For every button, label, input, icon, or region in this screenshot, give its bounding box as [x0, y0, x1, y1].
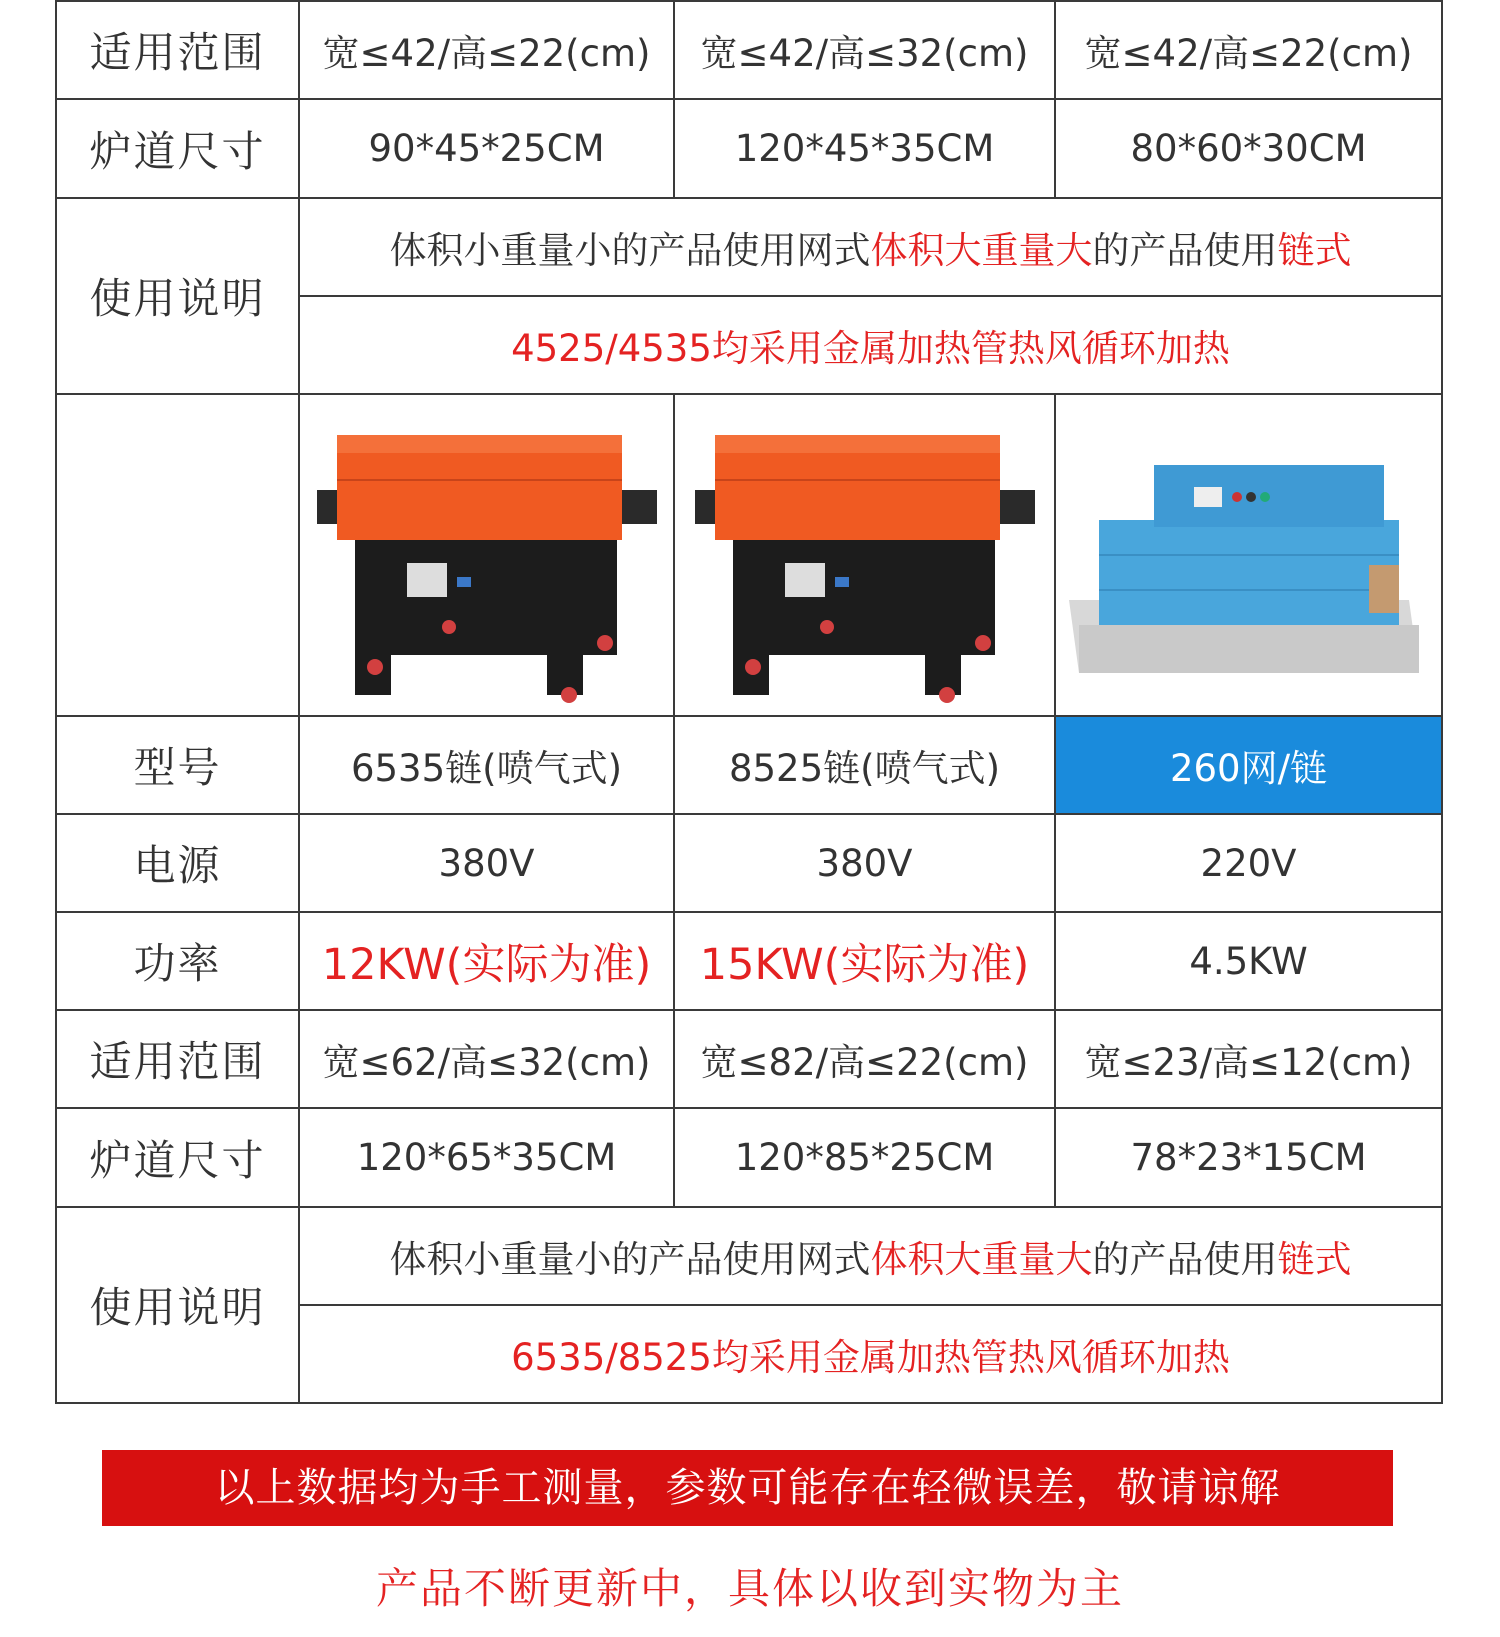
usage-note-part: 体积小重量小的产品使用网式: [389, 1238, 871, 1281]
range-value: 宽≤82/高≤22(cm): [674, 1010, 1055, 1108]
usage-note-emphasis: 链式: [1277, 229, 1352, 272]
tunnel-value: 120*65*35CM: [299, 1108, 674, 1207]
tunnel-value: 120*85*25CM: [674, 1108, 1055, 1207]
usage-note: [299, 1207, 1442, 1305]
tunnel-value: 78*23*15CM: [1055, 1108, 1442, 1207]
range-value: 宽≤42/高≤22(cm): [1055, 1, 1442, 99]
range-value: 宽≤42/高≤32(cm): [674, 1, 1055, 99]
model-value: 8525链(喷气式): [674, 716, 1055, 814]
tunnel-value: 80*60*30CM: [1055, 99, 1442, 198]
disclaimer-banner: 以上数据均为手工测量，参数可能存在轻微误差，敬请谅解: [102, 1450, 1393, 1526]
machine-image-260: [1055, 394, 1442, 716]
model-row: [56, 716, 1442, 814]
power-value: 4.5KW: [1055, 912, 1442, 1010]
range-value: 宽≤42/高≤22(cm): [299, 1, 674, 99]
power-label: 功率: [56, 912, 299, 1010]
usage-note-part: 的产品使用: [1092, 229, 1278, 272]
model-value: 6535链(喷气式): [299, 716, 674, 814]
tunnel-row-bottom: [56, 1108, 1442, 1207]
orange-shrink-tunnel-icon: [317, 405, 657, 705]
machine-image-6535: [299, 394, 674, 716]
range-row-bottom: [56, 1010, 1442, 1108]
footer-note: 产品不断更新中，具体以收到实物为主: [375, 1564, 1124, 1613]
power-supply-label: 电源: [56, 814, 299, 912]
range-value: 宽≤62/高≤32(cm): [299, 1010, 674, 1108]
usage-label: 使用说明: [56, 198, 299, 394]
usage-label: 使用说明: [56, 1207, 299, 1403]
range-row-top: [56, 1, 1442, 99]
usage-note-emphasis: 体积大重量大: [870, 229, 1093, 272]
blue-shrink-tunnel-icon: [1069, 425, 1429, 685]
orange-shrink-tunnel-icon: [695, 405, 1035, 705]
power-value: 12KW(实际为准): [299, 912, 674, 1010]
model-value-highlighted: 260网/链: [1055, 716, 1442, 814]
model-label: 型号: [56, 716, 299, 814]
heating-note: 4525/4535均采用金属加热管热风循环加热: [299, 296, 1442, 394]
power-row: [56, 912, 1442, 1010]
range-label: 适用范围: [56, 1010, 299, 1108]
heating-note: 6535/8525均采用金属加热管热风循环加热: [299, 1305, 1442, 1403]
range-value: 宽≤23/高≤12(cm): [1055, 1010, 1442, 1108]
usage-row-top-1: [56, 198, 1442, 296]
tunnel-value: 90*45*25CM: [299, 99, 674, 198]
usage-note-part: 的产品使用: [1092, 1238, 1278, 1281]
power-supply-value: 380V: [674, 814, 1055, 912]
spec-table: [55, 0, 1443, 1404]
tunnel-label: 炉道尺寸: [56, 1108, 299, 1207]
power-supply-value: 220V: [1055, 814, 1442, 912]
image-row-label: [56, 394, 299, 716]
usage-note-emphasis: 体积大重量大: [870, 1238, 1093, 1281]
machine-image-8525: [674, 394, 1055, 716]
usage-note-part: 体积小重量小的产品使用网式: [389, 229, 871, 272]
power-value: 15KW(实际为准): [674, 912, 1055, 1010]
power-supply-value: 380V: [299, 814, 674, 912]
tunnel-label: 炉道尺寸: [56, 99, 299, 198]
range-label: 适用范围: [56, 1, 299, 99]
tunnel-value: 120*45*35CM: [674, 99, 1055, 198]
usage-note: [299, 198, 1442, 296]
tunnel-row-top: [56, 99, 1442, 198]
power-supply-row: [56, 814, 1442, 912]
usage-row-bottom-1: [56, 1207, 1442, 1305]
image-row: [56, 394, 1442, 716]
usage-note-emphasis: 链式: [1277, 1238, 1352, 1281]
